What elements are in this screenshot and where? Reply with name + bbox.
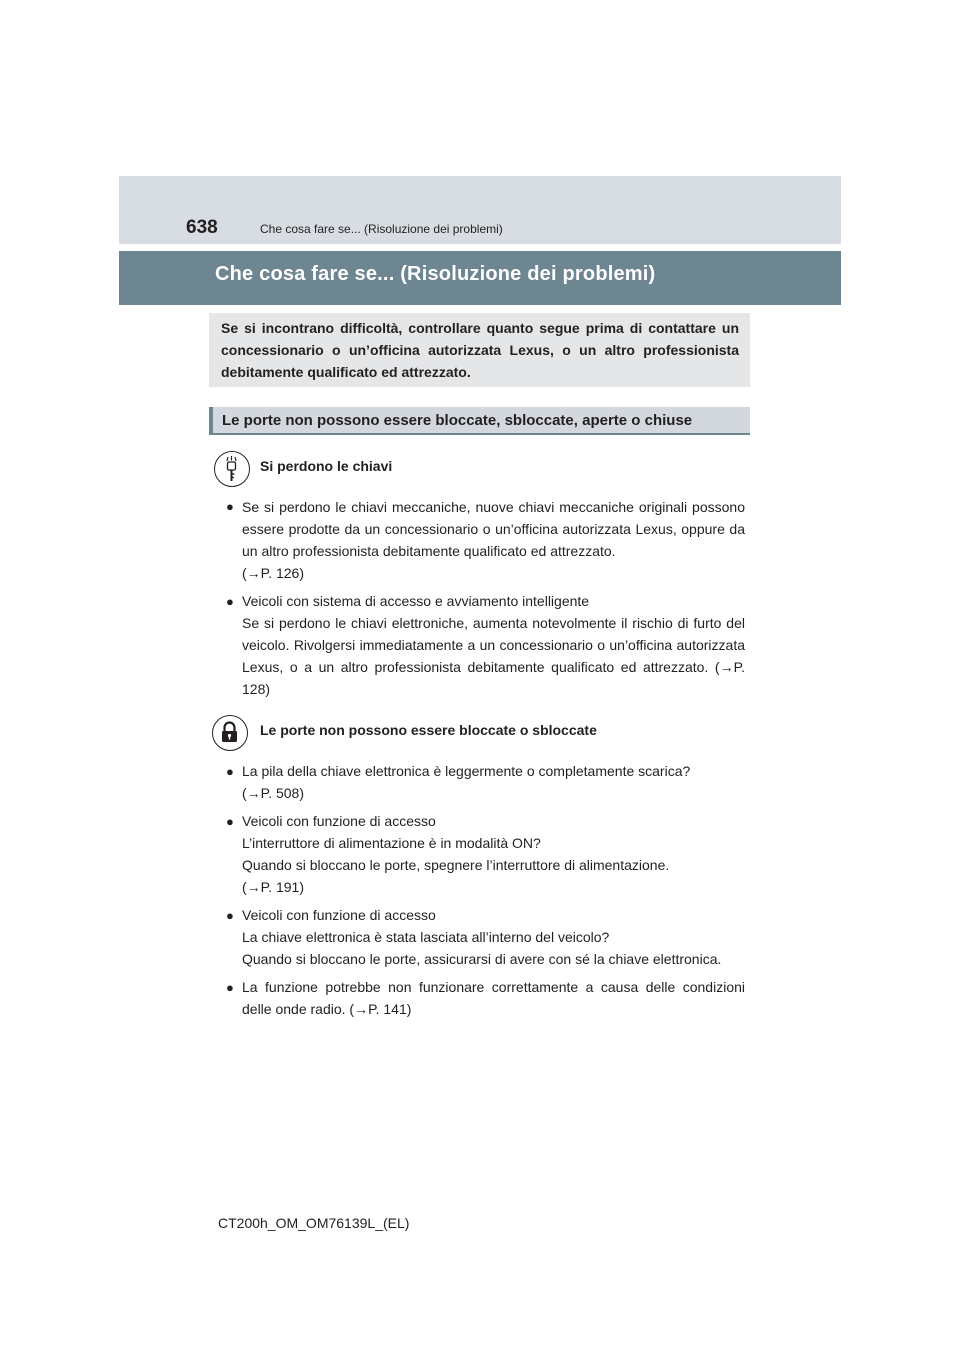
section-title: Che cosa fare se... (Risoluzione dei problemi) [215, 263, 656, 285]
item-condition: Veicoli con funzione di accesso [242, 813, 436, 829]
item-condition: Veicoli con funzione di accesso [242, 907, 436, 923]
item-text: La pila della chiave elettronica è leggermente o completamente scarica? [242, 763, 691, 779]
intro-text: Se si incontrano difficoltà, controllare quanto segue prima di contattare un concessionario o un’officina autorizzata Lexus, o un altro professionista debitamente qualificato ed attrezzato. [221, 320, 739, 380]
page-number: 638 [186, 217, 218, 238]
item-text: Quando si bloccano le porte, assicurarsi di avere con sé la chiave elettronica. [242, 951, 722, 967]
bullet-marker: ● [226, 594, 234, 609]
key-icon [214, 451, 250, 487]
document-code: CT200h_OM_OM76139L_(EL) [218, 1215, 410, 1231]
list-item [242, 904, 745, 970]
page-reference: (→P. 508) [242, 785, 304, 801]
list-item [242, 760, 745, 804]
page-reference: (→P. 191) [242, 879, 304, 895]
subsection-heading: Le porte non possono essere bloccate, sbloccate, aperte o chiuse [222, 412, 693, 429]
bullet-marker: ● [226, 764, 234, 779]
page-reference: (→P. 126) [242, 565, 304, 581]
item-text: Se si perdono le chiavi meccaniche, nuove chiavi meccaniche originali possono essere prodotte da un concessionario o un’officina autorizzata Lexus, oppure da un altro professionista debitamente qualificato ed attrezzato. [242, 499, 745, 559]
list-item [242, 810, 745, 898]
item-condition: Veicoli con sistema di accesso e avviamento intelligente [242, 593, 590, 609]
list-item [242, 976, 745, 1020]
padlock-icon [212, 715, 248, 751]
item-text: Quando si bloccano le porte, spegnere l’interruttore di alimentazione. [242, 857, 670, 873]
item-text: Se si perdono le chiavi elettroniche, aumenta notevolmente il rischio di furto del veicolo. Rivolgersi immediatamente a un concessionario o un’officina autorizzata Lexus, o a un altro professionista debitamente qualificato ed attrezzato. (→P. 128) [242, 615, 745, 697]
topic-title-lost-keys: Si perdono le chiavi [260, 458, 393, 474]
item-text: La funzione potrebbe non funzionare correttamente a causa delle condizioni delle onde radio. (→P. 141) [242, 979, 745, 1017]
bullet-marker: ● [226, 499, 234, 514]
bullet-marker: ● [226, 980, 234, 995]
list-item [242, 590, 745, 700]
topic-title-doors-lock: Le porte non possono essere bloccate o sbloccate [260, 722, 597, 738]
bullet-marker: ● [226, 814, 234, 829]
item-question: L’interruttore di alimentazione è in modalità ON? [242, 835, 541, 851]
list-item [242, 496, 745, 584]
item-question: La chiave elettronica è stata lasciata all’interno del veicolo? [242, 929, 610, 945]
bullet-marker: ● [226, 908, 234, 923]
running-title: Che cosa fare se... (Risoluzione dei problemi) [260, 222, 503, 236]
